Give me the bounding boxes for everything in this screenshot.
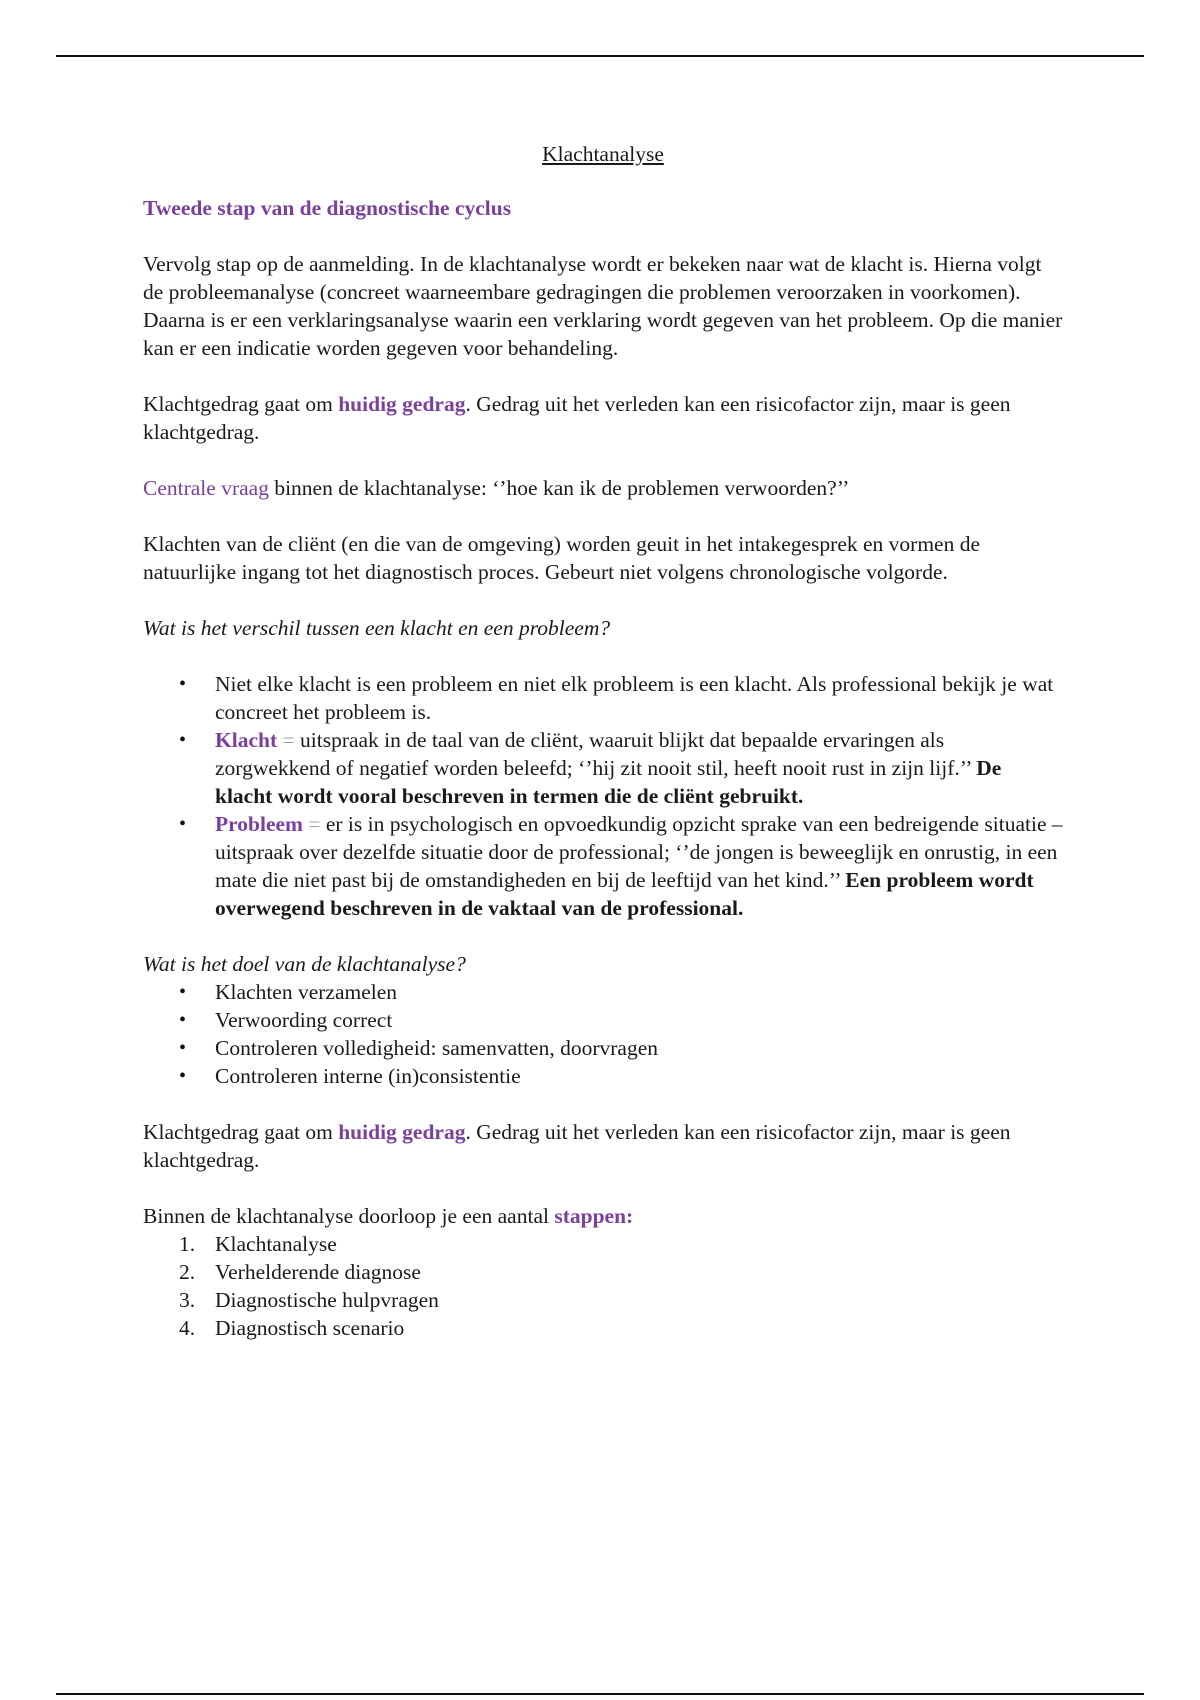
list-item	[215, 726, 1063, 810]
steps-list	[143, 1230, 1063, 1342]
list-item: • Controleren interne (in)consistentie	[215, 1062, 1063, 1090]
klachtgedrag-pre: Klachtgedrag gaat om	[143, 392, 339, 416]
probleem-definition: er is in psychologisch en opvoedkundig opzicht sprake van een bedreigende situatie – uitspraak over dezelfde situatie door de professional; ‘’de jongen is beweeglijk en onrustig, in een mate die niet past bij de omstandigheden en bij de leeftijd van het kind.’’	[215, 812, 1063, 892]
steps-intro	[143, 1202, 1063, 1230]
step-label: Klachtanalyse	[215, 1232, 337, 1256]
probleem-emphasis: Een probleem wordt overwegend beschreven in de vaktaal van de professional.	[215, 868, 1034, 920]
klacht-term: Klacht	[215, 728, 278, 752]
step-number: 4.	[179, 1316, 196, 1340]
step-label: Verhelderende diagnose	[215, 1260, 421, 1284]
klacht-definition: uitspraak in de taal van de cliënt, waaruit blijkt dat bepaalde ervaringen als zorgwekkend of negatief worden beleefd; ‘’hij zit nooit stil, heeft nooit rust in zijn lijf.’’	[215, 728, 977, 780]
goals-list	[143, 978, 1063, 1090]
list-item-text: Niet elke klacht is een probleem en niet elk probleem is een klacht. Als professional bekijk je wat concreet het probleem is.	[215, 672, 1054, 724]
klacht-emphasis: De klacht wordt vooral beschreven in termen die de cliënt gebruikt.	[215, 756, 1002, 808]
list-item: • Klachten verzamelen	[215, 978, 1063, 1006]
steps-intro-pre: Binnen de klachtanalyse doorloop je een aantal	[143, 1204, 555, 1228]
question-doel: Wat is het doel van de klachtanalyse?	[143, 952, 466, 976]
page-title: Klachtanalyse	[542, 142, 664, 166]
subheading: Tweede stap van de diagnostische cyclus	[143, 196, 512, 220]
list-item: • Controleren volledigheid: samenvatten, doorvragen	[215, 1034, 1063, 1062]
top-rule	[56, 55, 1144, 57]
step-number: 1.	[179, 1232, 196, 1256]
klachtgedrag-paragraph	[143, 390, 1063, 446]
huidig-gedrag-highlight: huidig gedrag	[338, 392, 466, 416]
question-verschil: Wat is het verschil tussen een klacht en een probleem?	[143, 616, 611, 640]
klachtgedrag-pre: Klachtgedrag gaat om	[143, 1120, 339, 1144]
step-label: Diagnostisch scenario	[215, 1316, 405, 1340]
step-number: 3.	[179, 1288, 196, 1312]
huidig-gedrag-highlight: huidig gedrag	[338, 1120, 466, 1144]
list-item	[179, 1314, 1063, 1342]
difference-list	[143, 670, 1063, 922]
list-item: • Verwoording correct	[215, 1006, 1063, 1034]
probleem-term: Probleem	[215, 812, 303, 836]
document-body	[143, 140, 1063, 1342]
equals-sign: =	[277, 728, 300, 752]
list-item	[179, 1230, 1063, 1258]
bottom-rule	[56, 1693, 1144, 1695]
intro-paragraph: Vervolg stap op de aanmelding. In de klachtanalyse wordt er bekeken naar wat de klacht is. Hierna volgt de probleemanalyse (concreet waarneembare gedragingen die problemen veroorzaken in voorkomen). Daarna is er een verklaringsanalyse waarin een verklaring wordt gegeven van het probleem. Op die manier kan er een indicatie worden gegeven voor behandeling.	[143, 252, 1063, 360]
list-item	[215, 810, 1063, 922]
klachtgedrag-post: . Gedrag uit het verleden kan een risicofactor zijn, maar is geen klachtgedrag.	[143, 392, 1011, 444]
klachtgedrag-post: . Gedrag uit het verleden kan een risicofactor zijn, maar is geen klachtgedrag.	[143, 1120, 1011, 1172]
list-item	[215, 670, 1063, 726]
centrale-vraag-paragraph	[143, 474, 1063, 502]
step-number: 2.	[179, 1260, 196, 1284]
step-label: Diagnostische hulpvragen	[215, 1288, 439, 1312]
centrale-vraag-highlight: Centrale vraag	[143, 476, 269, 500]
list-item	[179, 1258, 1063, 1286]
equals-sign: =	[302, 812, 326, 836]
klachten-paragraph: Klachten van de cliënt (en die van de omgeving) worden geuit in het intakegesprek en vormen de natuurlijke ingang tot het diagnostisch proces. Gebeurt niet volgens chronologische volgorde.	[143, 532, 981, 584]
list-item	[179, 1286, 1063, 1314]
klachtgedrag-paragraph-repeat	[143, 1118, 1063, 1174]
centrale-vraag-text: binnen de klachtanalyse: ‘’hoe kan ik de problemen verwoorden?’’	[268, 476, 850, 500]
stappen-highlight: stappen:	[554, 1204, 634, 1228]
